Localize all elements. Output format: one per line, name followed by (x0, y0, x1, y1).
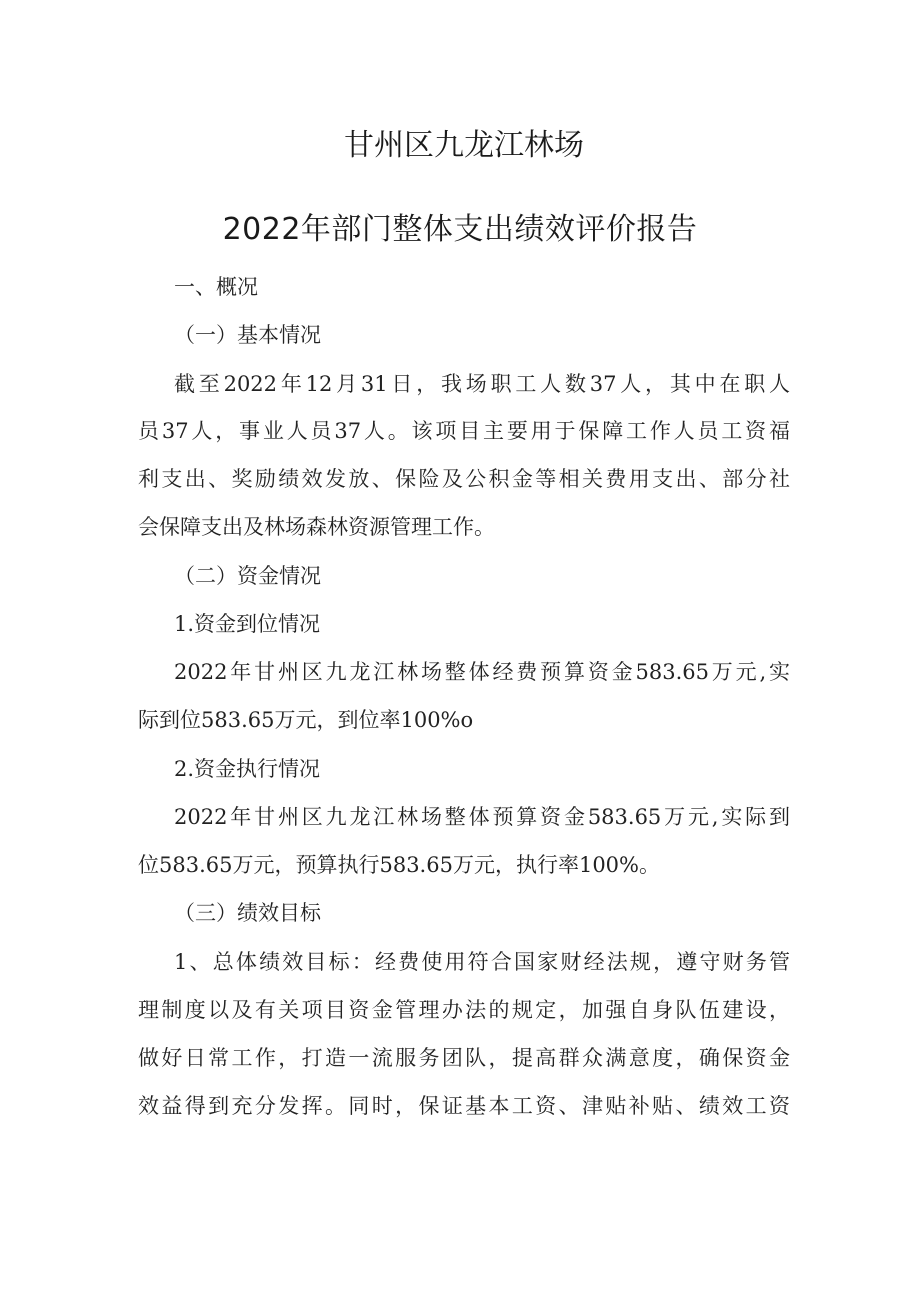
paragraph-line: 际到位583.65万元，到位率100%o (138, 708, 474, 732)
document-title-line-2: 2022年部门整体支出绩效评价报告 (222, 212, 698, 247)
document-title-line-1: 甘州区九龙江林场 (344, 128, 584, 163)
subsection-heading-funds: （二）资金情况 (174, 564, 321, 588)
paragraph-line: 2022年甘州区九龙江林场整体预算资金583.65万元,实际到 (174, 805, 790, 829)
subsection-heading-basic-situation: （一）基本情况 (174, 323, 321, 347)
paragraph-line: 2022年甘州区九龙江林场整体经费预算资金583.65万元,实 (174, 660, 790, 684)
paragraph-line: 位583.65万元，预算执行583.65万元，执行率100%。 (138, 853, 660, 877)
paragraph-line: 利支出、奖励绩效发放、保险及公积金等相关费用支出、部分社 (138, 467, 790, 491)
paragraph-line: 截至2022年12月31日，我场职工人数37人，其中在职人 (174, 372, 790, 396)
paragraph-line: 员37人，事业人员37人。该项目主要用于保障工作人员工资福 (138, 419, 790, 443)
section-heading-overview: 一、概况 (174, 275, 258, 299)
paragraph-line: 会保障支出及林场森林资源管理工作。 (138, 515, 495, 539)
paragraph-line: 1、总体绩效目标：经费使用符合国家财经法规，遵守财务管 (174, 950, 790, 974)
item-heading-funds-execution: 2.资金执行情况 (174, 757, 321, 781)
item-heading-funds-arrival: 1.资金到位情况 (174, 612, 321, 636)
paragraph-line: 做好日常工作，打造一流服务团队，提高群众满意度，确保资金 (138, 1046, 790, 1070)
paragraph-line: 效益得到充分发挥。同时，保证基本工资、津贴补贴、绩效工资 (138, 1094, 790, 1118)
subsection-heading-performance-goals: （三）绩效目标 (174, 901, 321, 925)
paragraph-line: 理制度以及有关项目资金管理办法的规定，加强自身队伍建设， (138, 998, 790, 1022)
